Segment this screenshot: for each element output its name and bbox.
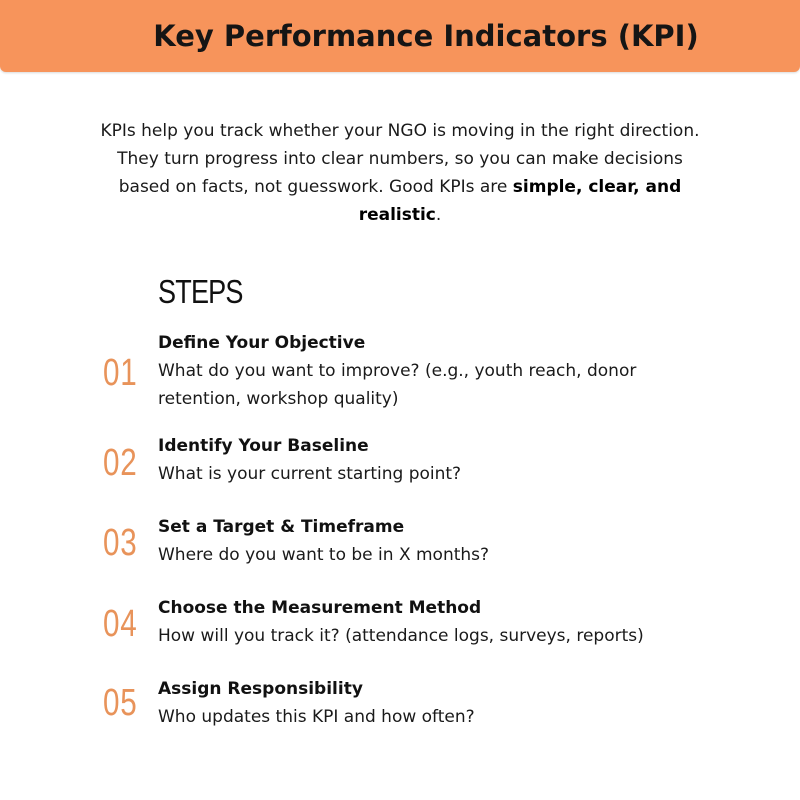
step-number: 02 [103,442,138,484]
steps-heading: STEPS [158,273,243,310]
intro-text: KPIs help you track whether your NGO is moving in the right direction. They turn progress into clear numbers, so you can make decisions based on facts, not guesswork. Good KPIs are [100,121,700,197]
page-title: Key Performance Indicators (KPI) [153,19,699,53]
step-title: Define Your Objective [158,333,366,353]
step-number: 01 [103,352,138,394]
step-number: 04 [103,603,138,645]
intro-emphasis: simple, clear, and realistic [358,177,682,225]
step-number: 05 [103,682,138,724]
step-description: What is your current starting point? [158,464,462,484]
step-title: Identify Your Baseline [158,436,369,456]
intro-text-end: . [435,205,442,225]
step-description: What do you want to improve? (e.g., youth reach, donor retention, workshop quality) [158,361,637,409]
step-title: Set a Target & Timeframe [158,517,405,537]
step-title: Choose the Measurement Method [158,598,482,618]
step-number: 03 [103,522,138,564]
step-description: Where do you want to be in X months? [158,545,490,565]
intro-paragraph [90,117,710,229]
step-description: Who updates this KPI and how often? [158,707,475,727]
step-description: How will you track it? (attendance logs, surveys, reports) [158,626,644,646]
step-title: Assign Responsibility [158,679,363,699]
